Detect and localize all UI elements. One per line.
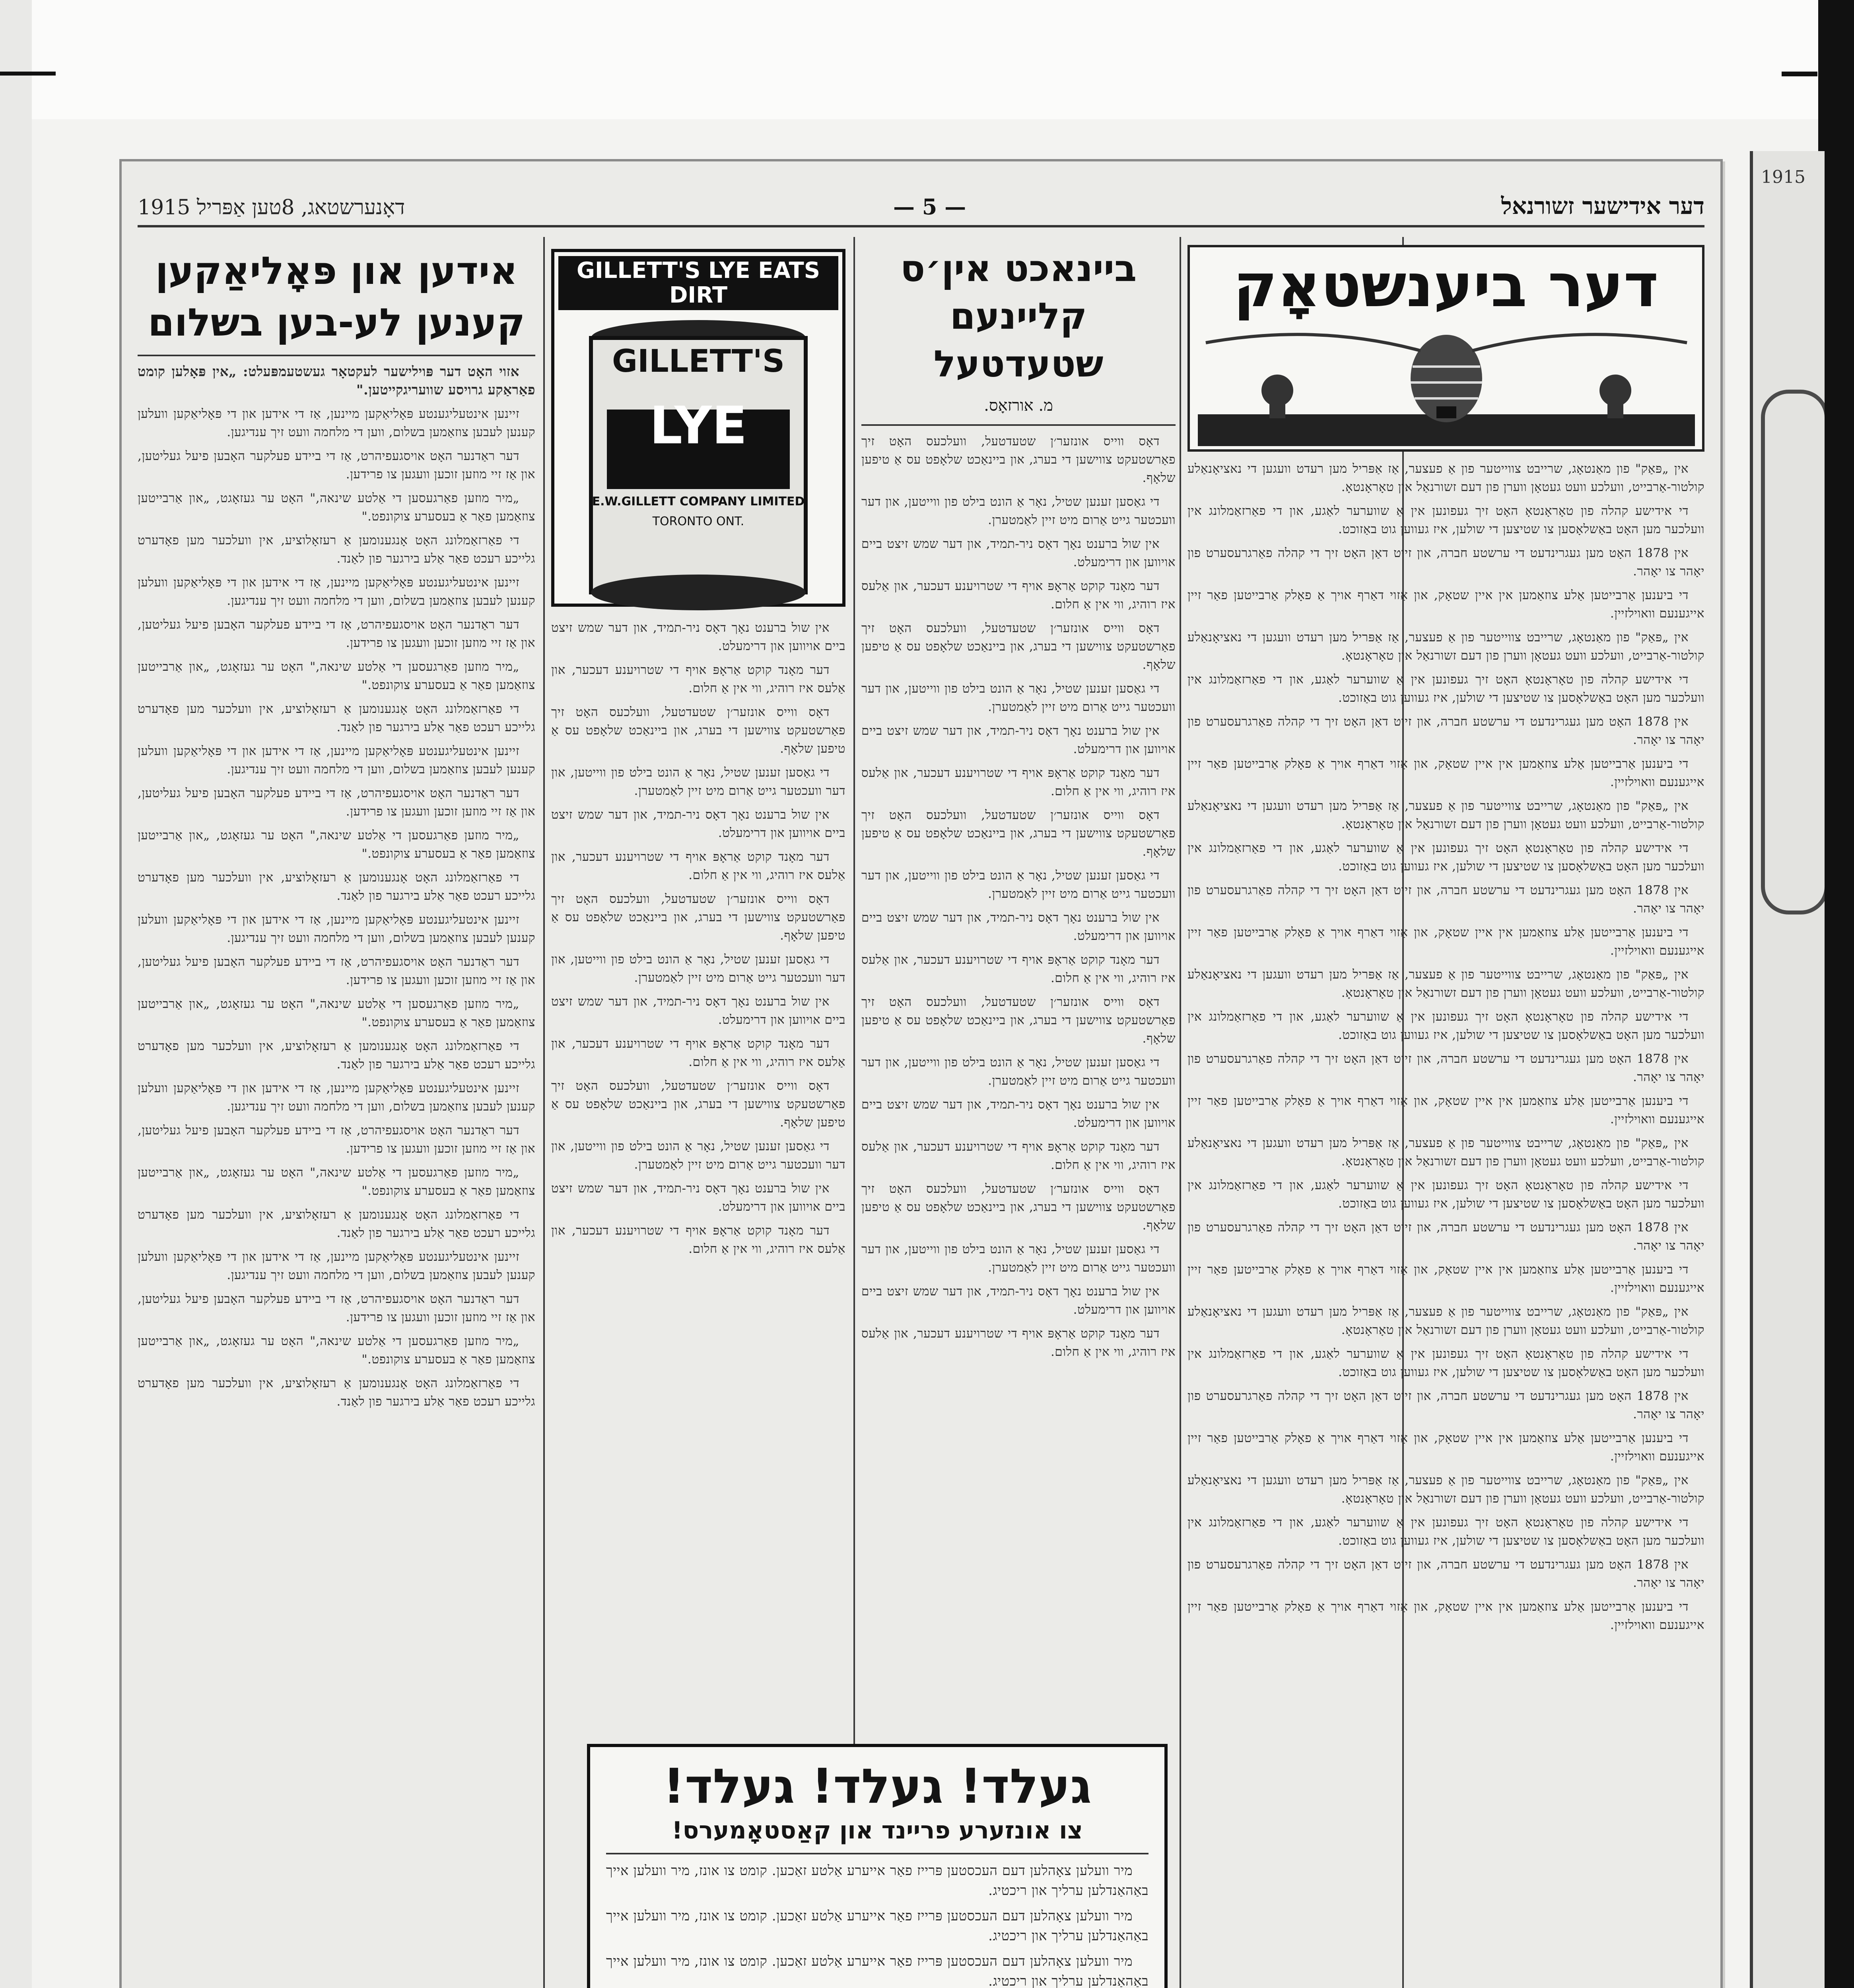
article-paragraph: אין שול ברענט נאָך דאָס ניר-תמיד, און דער שמש זיצט ביים אויווען און דרימעלט. <box>551 808 845 840</box>
beehive-article-body <box>1187 460 1704 1634</box>
article-paragraph: דער מאָנד קוקט אַראָפּ אויף די שטרויענע דעכער, און אַלעס איז רוהיג, ווי אין אַ חלום. <box>551 1037 845 1069</box>
gillett-headline: GILLETT'S LYE EATS DIRT <box>558 256 838 310</box>
scan-top-margin <box>0 0 1854 119</box>
column-rule <box>853 237 855 1988</box>
column-jews-poles <box>138 245 535 1988</box>
divider <box>861 424 1176 426</box>
article-paragraph: די אידישע קהלה פון טאָראָנטאָ האָט זיך געפונען אין אַ שווערער לאַגע, און די פאַרזאַמלונג אין וועלכער מען האָט באַשלאָסען צו שטיצען די שולען, איז געווען גוט באַזוכט. <box>1187 1515 1704 1548</box>
article-paragraph: אין 1878 האָט מען געגרינדעט די ערשטע חברה, און זייט דאַן האָט זיך די קהלה פאַרגרעסערט פון יאָהר צו יאָהר. <box>1187 883 1704 916</box>
article-paragraph: דער ראַדנער האָט אויסגעפיהרט, אַז די ביידע פעלקער האָבען פיעל געליטען, און אַז זיי מוזען זוכען וועגען צו פרידען. <box>138 786 535 819</box>
article-paragraph: דער מאָנד קוקט אַראָפּ אויף די שטרויענע דעכער, און אַלעס איז רוהיג, ווי אין אַ חלום. <box>861 1326 1176 1359</box>
article-paragraph: אין שול ברענט נאָך דאָס ניר-תמיד, און דער שמש זיצט ביים אויווען און דרימעלט. <box>861 724 1176 756</box>
ad-paragraph: מיר וועלען צאָהלען דעם העכסטען פּרייז פאַר אייערע אַלטע זאַכען. קומט צו אונז, מיר וועלען אייך באַהאַנדלען ערליך און ריכטיג. <box>606 1953 1149 1988</box>
beehive-title: דער ביענשטאָק <box>1233 251 1659 320</box>
article-paragraph: דער ראַדנער האָט אויסגעפיהרט, אַז די ביידע פעלקער האָבען פיעל געליטען, און אַז זיי מוזען זוכען וועגען צו פרידען. <box>138 617 535 650</box>
article-paragraph: די גאַסען זענען שטיל, נאָר אַ הונט בילט פון ווייטען, און דער וועכטער גייט אַרום מיט זיין לאַמטערן. <box>861 681 1176 714</box>
article-paragraph: די פאַרזאַמלונג האָט אָנגענומען אַ רעזאָלוציע, אין וועלכער מען פאָדערט גלייכע רעכט פאַר אַלע בירגער פון לאַנד. <box>138 702 535 734</box>
gillett-brand: GILLETT'S <box>612 344 785 379</box>
article-paragraph: אין שול ברענט נאָך דאָס ניר-תמיד, און דער שמש זיצט ביים אויווען און דרימעלט. <box>861 537 1176 569</box>
article-paragraph: אין 1878 האָט מען געגרינדעט די ערשטע חברה, און זייט דאַן האָט זיך די קהלה פאַרגרעסערט פון יאָהר צו יאָהר. <box>1187 546 1704 579</box>
article-paragraph: די אידישע קהלה פון טאָראָנטאָ האָט זיך געפונען אין אַ שווערער לאַגע, און די פאַרזאַמלונג אין וועלכער מען האָט באַשלאָסען צו שטיצען די שולען, איז געווען גוט באַזוכט. <box>1187 1178 1704 1211</box>
paper-name: דער אידישער זשורנאל <box>1501 192 1704 219</box>
article-paragraph: דאָס ווייס אונזער׳ן שטעדטעל, וועלכעס האָט זיך פאַרשטעקט צווישען די בערג, און ביינאַכט שלאָפט עס אַ טיפען שלאָף. <box>861 995 1176 1046</box>
article-paragraph: דער מאָנד קוקט אַראָפּ אויף די שטרויענע דעכער, און אַלעס איז רוהיג, ווי אין אַ חלום. <box>861 579 1176 612</box>
article-paragraph: די פאַרזאַמלונג האָט אָנגענומען אַ רעזאָלוציע, אין וועלכער מען פאָדערט גלייכע רעכט פאַר אַלע בירגער פון לאַנד. <box>138 1039 535 1072</box>
article-paragraph: די ביענען אַרבייטען אַלע צוזאַמען אין איין שטאָק, און אַזוי דאַרף אויך אַ פאָלק אַרבייטען פאַר זיין אייגענעם וואוילזיין. <box>1187 1094 1704 1126</box>
film-edge-left <box>0 0 32 1988</box>
article-paragraph: „מיר מוזען פאַרגעסען די אַלטע שינאה," האָט ער געזאָגט, „און אַרבייטען צוזאַמען פאַר אַ בעסערע צוקונפט." <box>138 491 535 524</box>
article-paragraph: אין „פּאַק" פון מאַנטאָג, שרייבט צווייטער פון אַ פעצער, אַז אַפּריל מען רעדט וועגען די נאציאָנאַלע קולטור-אַרבייט, וועלכע וועט געטאָן ווערן פון דעם זשורנאַל אין טאָראָנטאָ. <box>1187 967 1704 1000</box>
article-paragraph: די אידישע קהלה פון טאָראָנטאָ האָט זיך געפונען אין אַ שווערער לאַגע, און די פאַרזאַמלונג אין וועלכער מען האָט באַשלאָסען צו שטיצען די שולען, איז געווען גוט באַזוכט. <box>1187 672 1704 705</box>
sale-subheadline: צו אונזערע פריינד און קאַסטאָמערס! <box>672 1817 1083 1844</box>
ad-paragraph: מיר וועלען צאָהלען דעם העכסטען פּרייז פאַר אייערע אַלטע זאַכען. קומט צו אונז, מיר וועלען אייך באַהאַנדלען ערליך און ריכטיג. <box>606 1908 1149 1944</box>
article-paragraph: זיינען אינטעליגענטע פּאָליאַקען מיינען, אַז די אידען און די פּאָליאַקען וועלען קענען לעבען צוזאַמען בשלום, ווען די מלחמה וועט זיך ענדיגען. <box>138 407 535 439</box>
article-paragraph: דאָס ווייס אונזער׳ן שטעדטעל, וועלכעס האָט זיך פאַרשטעקט צווישען די בערג, און ביינאַכט שלאָפט עס אַ טיפען שלאָף. <box>551 705 845 756</box>
article-paragraph: אין „פּאַק" פון מאַנטאָג, שרייבט צווייטער פון אַ פעצער, אַז אַפּריל מען רעדט וועגען די נאציאָנאַלע קולטור-אַרבייט, וועלכע וועט געטאָן ווערן פון דעם זשורנאַל אין טאָראָנטאָ. <box>1187 630 1704 663</box>
article-paragraph: די פאַרזאַמלונג האָט אָנגענומען אַ רעזאָלוציע, אין וועלכער מען פאָדערט גלייכע רעכט פאַר אַלע בירגער פון לאַנד. <box>138 533 535 566</box>
shtetl-byline: מ. אורזאָס. <box>984 396 1053 415</box>
article-paragraph: אין „פּאַק" פון מאַנטאָג, שרייבט צווייטער פון אַ פעצער, אַז אַפּריל מען רעדט וועגען די נאציאָנאַלע קולטור-אַרבייט, וועלכע וועט געטאָן ווערן פון דעם זשורנאַל אין טאָראָנטאָ. <box>1187 1136 1704 1169</box>
adjacent-page-header: 1915 <box>1761 167 1805 187</box>
sale-headline: געלד! געלד! געלד! <box>663 1759 1092 1814</box>
article-paragraph: „מיר מוזען פאַרגעסען די אַלטע שינאה," האָט ער געזאָגט, „און אַרבייטען צוזאַמען פאַר אַ בעסערע צוקונפט." <box>138 828 535 861</box>
sale-body <box>606 1861 1149 1988</box>
column-middle-text <box>551 619 845 1732</box>
article-paragraph: די גאַסען זענען שטיל, נאָר אַ הונט בילט פון ווייטען, און דער וועכטער גייט אַרום מיט זיין לאַמטערן. <box>551 1139 845 1172</box>
article-paragraph: זיינען אינטעליגענטע פּאָליאַקען מיינען, אַז די אידען און די פּאָליאַקען וועלען קענען לעבען צוזאַמען בשלום, ווען די מלחמה וועט זיך ענדיגען. <box>138 744 535 777</box>
article-paragraph: אין „פּאַק" פון מאַנטאָג, שרייבט צווייטער פון אַ פעצער, אַז אַפּריל מען רעדט וועגען די נאציאָנאַלע קולטור-אַרבייט, וועלכע וועט געטאָן ווערן פון דעם זשורנאַל אין טאָראָנטאָ. <box>1187 799 1704 831</box>
article-paragraph: „מיר מוזען פאַרגעסען די אַלטע שינאה," האָט ער געזאָגט, „און אַרבייטען צוזאַמען פאַר אַ בעסערע צוקונפט." <box>138 1334 535 1367</box>
article-paragraph: דער מאָנד קוקט אַראָפּ אויף די שטרויענע דעכער, און אַלעס איז רוהיג, ווי אין אַ חלום. <box>861 953 1176 985</box>
divider <box>606 1853 1149 1854</box>
article-paragraph: דער מאָנד קוקט אַראָפּ אויף די שטרויענע דעכער, און אַלעס איז רוהיג, ווי אין אַ חלום. <box>551 1223 845 1256</box>
article-paragraph: אין 1878 האָט מען געגרינדעט די ערשטע חברה, און זייט דאַן האָט זיך די קהלה פאַרגרעסערט פון יאָהר צו יאָהר. <box>1187 1557 1704 1590</box>
jews-poles-headline: אידען און פּאָליאַקען קענען לע-בען בשלום <box>148 248 525 345</box>
jews-poles-intro <box>138 363 535 399</box>
article-paragraph: די גאַסען זענען שטיל, נאָר אַ הונט בילט פון ווייטען, און דער וועכטער גייט אַרום מיט זיין לאַמטערן. <box>861 495 1176 527</box>
article-paragraph: דאָס ווייס אונזער׳ן שטעדטעל, וועלכעס האָט זיך פאַרשטעקט צווישען די בערג, און ביינאַכט שלאָפט עס אַ טיפען שלאָף. <box>551 892 845 943</box>
adjacent-page-strip <box>1750 151 1825 1988</box>
crop-mark <box>0 72 56 76</box>
article-paragraph: אין שול ברענט נאָך דאָס ניר-תמיד, און דער שמש זיצט ביים אויווען און דרימעלט. <box>551 621 845 653</box>
column-shtetl-night <box>861 245 1176 1728</box>
intro-paragraph: אזוי האָט דער פּוילישער לעקטאָר געשטעמפּעלט: „אין פּאָלען קומט פאַראַקע גרויסע שוועריגקייטען." <box>138 364 535 398</box>
article-paragraph: די ביענען אַרבייטען אַלע צוזאַמען אין איין שטאָק, און אַזוי דאַרף אויך אַ פאָלק אַרבייטען פאַר זיין אייגענעם וואוילזיין. <box>1187 588 1704 621</box>
beehive-illustration <box>1198 319 1695 446</box>
article-paragraph: דער מאָנד קוקט אַראָפּ אויף די שטרויענע דעכער, און אַלעס איז רוהיג, ווי אין אַ חלום. <box>861 1140 1176 1172</box>
article-paragraph: די פאַרזאַמלונג האָט אָנגענומען אַ רעזאָלוציע, אין וועלכער מען פאָדערט גלייכע רעכט פאַר אַלע בירגער פון לאַנד. <box>138 1208 535 1240</box>
article-paragraph: די ביענען אַרבייטען אַלע צוזאַמען אין איין שטאָק, און אַזוי דאַרף אויך אַ פאָלק אַרבייטען פאַר זיין אייגענעם וואוילזיין. <box>1187 1431 1704 1464</box>
shtetl-headline: ביינאכט אין׳ס קליינעם שטעדטעל <box>900 247 1137 385</box>
article-paragraph: „מיר מוזען פאַרגעסען די אַלטע שינאה," האָט ער געזאָגט, „און אַרבייטען צוזאַמען פאַר אַ בעסערע צוקונפט." <box>138 660 535 692</box>
divider <box>138 355 535 356</box>
article-paragraph: די גאַסען זענען שטיל, נאָר אַ הונט בילט פון ווייטען, און דער וועכטער גייט אַרום מיט זיין לאַמטערן. <box>551 765 845 798</box>
article-paragraph: דער ראַדנער האָט אויסגעפיהרט, אַז די ביידע פעלקער האָבען פיעל געליטען, און אַז זיי מוזען זוכען וועגען צו פרידען. <box>138 955 535 987</box>
newspaper-page <box>119 159 1723 1988</box>
article-paragraph: די ביענען אַרבייטען אַלע צוזאַמען אין איין שטאָק, און אַזוי דאַרף אויך אַ פאָלק אַרבייטען פאַר זיין אייגענעם וואוילזיין. <box>1187 1600 1704 1632</box>
article-paragraph: אין 1878 האָט מען געגרינדעט די ערשטע חברה, און זייט דאַן האָט זיך די קהלה פאַרגרעסערט פון יאָהר צו יאָהר. <box>1187 714 1704 747</box>
article-paragraph: דער ראַדנער האָט אויסגעפיהרט, אַז די ביידע פעלקער האָבען פיעל געליטען, און אַז זיי מוזען זוכען וועגען צו פרידען. <box>138 1123 535 1156</box>
article-paragraph: די ביענען אַרבייטען אַלע צוזאַמען אין איין שטאָק, און אַזוי דאַרף אויך אַ פאָלק אַרבייטען פאַר זיין אייגענעם וואוילזיין. <box>1187 925 1704 958</box>
gillett-maker: E.W.GILLETT COMPANY LIMITED <box>592 495 805 509</box>
issue-date: דאָנערשטאג, 8טען אַפּריל 1915 <box>138 196 405 219</box>
article-paragraph: „מיר מוזען פאַרגעסען די אַלטע שינאה," האָט ער געזאָגט, „און אַרבייטען צוזאַמען פאַר אַ בעסערע צוקונפט." <box>138 1165 535 1198</box>
page-header <box>138 177 1704 227</box>
article-paragraph: אין שול ברענט נאָך דאָס ניר-תמיד, און דער שמש זיצט ביים אויווען און דרימעלט. <box>551 994 845 1027</box>
article-paragraph: זיינען אינטעליגענטע פּאָליאַקען מיינען, אַז די אידען און די פּאָליאַקען וועלען קענען לעבען צוזאַמען בשלום, ווען די מלחמה וועט זיך ענדיגען. <box>138 912 535 945</box>
jews-poles-article-body <box>138 405 535 1411</box>
ad-paragraph: מיר וועלען צאָהלען דעם העכסטען פּרייז פאַר אייערע אַלטע זאַכען. קומט צו אונז, מיר וועלען אייך באַהאַנדלען ערליך און ריכטיג. <box>606 1863 1149 1899</box>
article-paragraph: די אידישע קהלה פון טאָראָנטאָ האָט זיך געפונען אין אַ שווערער לאַגע, און די פאַרזאַמלונג אין וועלכער מען האָט באַשלאָסען צו שטיצען די שולען, איז געווען גוט באַזוכט. <box>1187 504 1704 536</box>
article-paragraph: זיינען אינטעליגענטע פּאָליאַקען מיינען, אַז די אידען און די פּאָליאַקען וועלען קענען לעבען צוזאַמען בשלום, ווען די מלחמה וועט זיך ענדיגען. <box>138 575 535 608</box>
article-paragraph: דאָס ווייס אונזער׳ן שטעדטעל, וועלכעס האָט זיך פאַרשטעקט צווישען די בערג, און ביינאַכט שלאָפט עס אַ טיפען שלאָף. <box>861 808 1176 859</box>
article-paragraph: זיינען אינטעליגענטע פּאָליאַקען מיינען, אַז די אידען און די פּאָליאַקען וועלען קענען לעבען צוזאַמען בשלום, ווען די מלחמה וועט זיך ענדיגען. <box>138 1081 535 1114</box>
article-paragraph: די ביענען אַרבייטען אַלע צוזאַמען אין איין שטאָק, און אַזוי דאַרף אויך אַ פאָלק אַרבייטען פאַר זיין אייגענעם וואוילזיין. <box>1187 1262 1704 1295</box>
article-paragraph: אין „פּאַק" פון מאַנטאָג, שרייבט צווייטער פון אַ פעצער, אַז אַפּריל מען רעדט וועגען די נאציאָנאַלע קולטור-אַרבייט, וועלכע וועט געטאָן ווערן פון דעם זשורנאַל אין טאָראָנטאָ. <box>1187 1305 1704 1337</box>
article-paragraph: די אידישע קהלה פון טאָראָנטאָ האָט זיך געפונען אין אַ שווערער לאַגע, און די פאַרזאַמלונג אין וועלכער מען האָט באַשלאָסען צו שטיצען די שולען, איז געווען גוט באַזוכט. <box>1187 1010 1704 1042</box>
article-paragraph: אין שול ברענט נאָך דאָס ניר-תמיד, און דער שמש זיצט ביים אויווען און דרימעלט. <box>861 1097 1176 1130</box>
column-rule <box>1180 237 1181 1988</box>
article-paragraph: אין „פּאַק" פון מאַנטאָג, שרייבט צווייטער פון אַ פעצער, אַז אַפּריל מען רעדט וועגען די נאציאָנאַלע קולטור-אַרבייט, וועלכע וועט געטאָן ווערן פון דעם זשורנאַל אין טאָראָנטאָ. <box>1187 462 1704 494</box>
gillett-lye-advertisement <box>551 249 845 607</box>
sale-advertisement <box>587 1744 1168 1988</box>
article-paragraph: די גאַסען זענען שטיל, נאָר אַ הונט בילט פון ווייטען, און דער וועכטער גייט אַרום מיט זיין לאַמטערן. <box>551 952 845 985</box>
article-paragraph: דאָס ווייס אונזער׳ן שטעדטעל, וועלכעס האָט זיך פאַרשטעקט צווישען די בערג, און ביינאַכט שלאָפט עס אַ טיפען שלאָף. <box>861 434 1176 485</box>
article-paragraph: די ביענען אַרבייטען אַלע צוזאַמען אין איין שטאָק, און אַזוי דאַרף אויך אַ פאָלק אַרבייטען פאַר זיין אייגענעם וואוילזיין. <box>1187 757 1704 789</box>
article-paragraph: די גאַסען זענען שטיל, נאָר אַ הונט בילט פון ווייטען, און דער וועכטער גייט אַרום מיט זיין לאַמטערן. <box>861 1055 1176 1088</box>
gillett-city: TORONTO ONT. <box>652 514 744 528</box>
page-number: — 5 — <box>893 194 966 219</box>
article-paragraph: אין שול ברענט נאָך דאָס ניר-תמיד, און דער שמש זיצט ביים אויווען און דרימעלט. <box>861 1284 1176 1317</box>
article-paragraph: זיינען אינטעליגענטע פּאָליאַקען מיינען, אַז די אידען און די פּאָליאַקען וועלען קענען לעבען צוזאַמען בשלום, ווען די מלחמה וועט זיך ענדיגען. <box>138 1250 535 1282</box>
article-paragraph: אין שול ברענט נאָך דאָס ניר-תמיד, און דער שמש זיצט ביים אויווען און דרימעלט. <box>861 911 1176 943</box>
watch-illustration <box>1761 390 1825 914</box>
article-paragraph: די אידישע קהלה פון טאָראָנטאָ האָט זיך געפונען אין אַ שווערער לאַגע, און די פאַרזאַמלונג אין וועלכער מען האָט באַשלאָסען צו שטיצען די שולען, איז געווען גוט באַזוכט. <box>1187 841 1704 874</box>
article-paragraph: דער מאָנד קוקט אַראָפּ אויף די שטרויענע דעכער, און אַלעס איז רוהיג, ווי אין אַ חלום. <box>861 766 1176 798</box>
article-paragraph: די פאַרזאַמלונג האָט אָנגענומען אַ רעזאָלוציע, אין וועלכער מען פאָדערט גלייכע רעכט פאַר אַלע בירגער פון לאַנד. <box>138 870 535 903</box>
article-paragraph: דאָס ווייס אונזער׳ן שטעדטעל, וועלכעס האָט זיך פאַרשטעקט צווישען די בערג, און ביינאַכט שלאָפט עס אַ טיפען שלאָף. <box>861 621 1176 672</box>
column-beehive <box>1187 245 1704 1988</box>
article-paragraph: דער מאָנד קוקט אַראָפּ אויף די שטרויענע דעכער, און אַלעס איז רוהיג, ווי אין אַ חלום. <box>551 663 845 695</box>
article-paragraph: דאָס ווייס אונזער׳ן שטעדטעל, וועלכעס האָט זיך פאַרשטעקט צווישען די בערג, און ביינאַכט שלאָפט עס אַ טיפען שלאָף. <box>551 1079 845 1130</box>
article-paragraph: אין 1878 האָט מען געגרינדעט די ערשטע חברה, און זייט דאַן האָט זיך די קהלה פאַרגרעסערט פון יאָהר צו יאָהר. <box>1187 1220 1704 1253</box>
article-paragraph: דער ראַדנער האָט אויסגעפיהרט, אַז די ביידע פעלקער האָבען פיעל געליטען, און אַז זיי מוזען זוכען וועגען צו פרידען. <box>138 1292 535 1324</box>
article-paragraph: דער ראַדנער האָט אויסגעפיהרט, אַז די ביידע פעלקער האָבען פיעל געליטען, און אַז זיי מוזען זוכען וועגען צו פרידען. <box>138 449 535 481</box>
article-paragraph: „מיר מוזען פאַרגעסען די אַלטע שינאה," האָט ער געזאָגט, „און אַרבייטען צוזאַמען פאַר אַ בעסערע צוקונפט." <box>138 997 535 1029</box>
column-rule <box>543 237 545 1988</box>
article-paragraph: אין 1878 האָט מען געגרינדעט די ערשטע חברה, און זייט דאַן האָט זיך די קהלה פאַרגרעסערט פון יאָהר צו יאָהר. <box>1187 1052 1704 1084</box>
article-paragraph: אין שול ברענט נאָך דאָס ניר-תמיד, און דער שמש זיצט ביים אויווען און דרימעלט. <box>551 1181 845 1214</box>
article-paragraph: דאָס ווייס אונזער׳ן שטעדטעל, וועלכעס האָט זיך פאַרשטעקט צווישען די בערג, און ביינאַכט שלאָפט עס אַ טיפען שלאָף. <box>861 1182 1176 1233</box>
beehive-masthead <box>1187 245 1704 452</box>
middle-article-body <box>551 619 845 1258</box>
article-paragraph: די גאַסען זענען שטיל, נאָר אַ הונט בילט פון ווייטען, און דער וועכטער גייט אַרום מיט זיין לאַמטערן. <box>861 868 1176 901</box>
article-paragraph: די פאַרזאַמלונג האָט אָנגענומען אַ רעזאָלוציע, אין וועלכער מען פאָדערט גלייכע רעכט פאַר אַלע בירגער פון לאַנד. <box>138 1376 535 1409</box>
article-paragraph: די אידישע קהלה פון טאָראָנטאָ האָט זיך געפונען אין אַ שווערער לאַגע, און די פאַרזאַמלונג אין וועלכער מען האָט באַשלאָסען צו שטיצען די שולען, איז געווען גוט באַזוכט. <box>1187 1347 1704 1379</box>
article-paragraph: אין „פּאַק" פון מאַנטאָג, שרייבט צווייטער פון אַ פעצער, אַז אַפּריל מען רעדט וועגען די נאציאָנאַלע קולטור-אַרבייט, וועלכע וועט געטאָן ווערן פון דעם זשורנאַל אין טאָראָנטאָ. <box>1187 1473 1704 1506</box>
article-paragraph: אין 1878 האָט מען געגרינדעט די ערשטע חברה, און זייט דאַן האָט זיך די קהלה פאַרגרעסערט פון יאָהר צו יאָהר. <box>1187 1389 1704 1421</box>
crop-mark <box>1782 72 1817 76</box>
article-paragraph: די גאַסען זענען שטיל, נאָר אַ הונט בילט פון ווייטען, און דער וועכטער גייט אַרום מיט זיין לאַמטערן. <box>861 1242 1176 1275</box>
gillett-product: LYE <box>649 395 747 456</box>
shtetl-article-body <box>861 432 1176 1361</box>
article-paragraph: דער מאָנד קוקט אַראָפּ אויף די שטרויענע דעכער, און אַלעס איז רוהיג, ווי אין אַ חלום. <box>551 850 845 882</box>
